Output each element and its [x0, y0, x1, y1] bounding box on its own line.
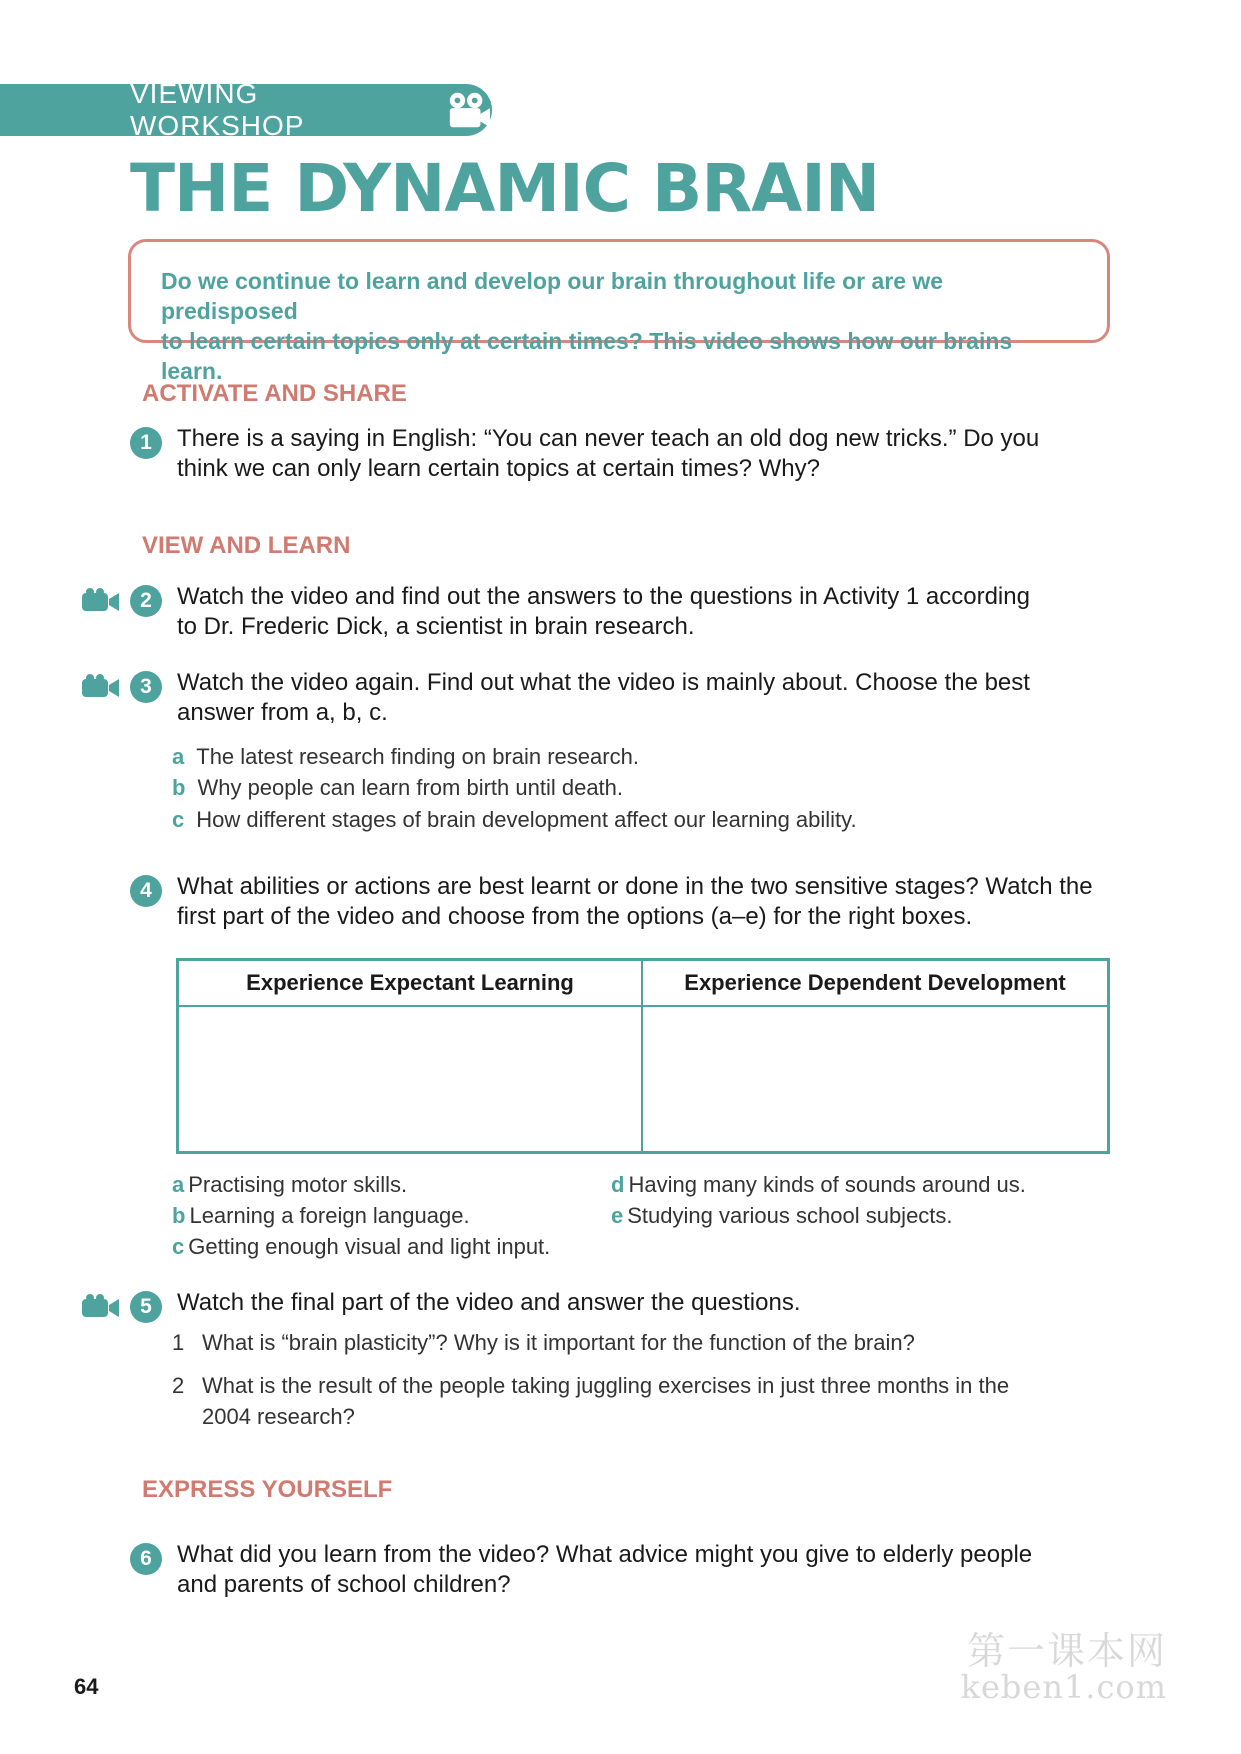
watermark-url: keben1.com: [960, 1668, 1167, 1706]
option-letter: c: [172, 807, 185, 832]
activity3-option-b: [172, 775, 623, 801]
activity-text-line: There is a saying in English: “You can never teach an old dog new tricks.” Do you: [177, 425, 1040, 452]
question-number: 1: [172, 1330, 185, 1355]
activity-text-line: first part of the video and choose from the options (a–e) for the right boxes.: [177, 903, 973, 930]
option-letter: a: [172, 744, 185, 769]
option-text: How different stages of brain development affect our learning ability.: [196, 807, 857, 832]
option-letter: c: [172, 1234, 185, 1259]
option-letter: b: [172, 775, 186, 800]
activity4-option-b: [172, 1203, 470, 1229]
activity-6: [130, 1540, 1110, 1600]
activity-text-line: answer from a, b, c.: [177, 699, 388, 726]
activity4-option-e: [611, 1203, 953, 1229]
activity5-question-2: [172, 1370, 1102, 1432]
intro-line-1: Do we continue to learn and develop our brain throughout life or are we predisposed: [161, 268, 944, 324]
option-text: Studying various school subjects.: [627, 1203, 953, 1228]
activity5-question-1: [172, 1327, 1102, 1358]
activity-text-line: What did you learn from the video? What advice might you give to elderly people: [177, 1541, 1033, 1568]
option-text: Why people can learn from birth until death.: [197, 775, 624, 800]
activity-number-badge: 4: [130, 875, 162, 907]
activity3-option-c: [172, 807, 857, 833]
option-text: Learning a foreign language.: [189, 1203, 470, 1228]
activity-number-badge: 2: [130, 585, 162, 617]
option-text: Getting enough visual and light input.: [188, 1234, 551, 1259]
option-text: The latest research finding on brain research.: [196, 744, 639, 769]
activity-text-line: What abilities or actions are best learnt or done in the two sensitive stages? Watch the: [177, 873, 1093, 900]
activity-text-line: Watch the final part of the video and answer the questions.: [177, 1289, 801, 1316]
intro-line-2: to learn certain topics only at certain times? This video shows how our brains learn.: [161, 328, 1013, 384]
activity-text-line: to Dr. Frederic Dick, a scientist in brain research.: [177, 613, 695, 640]
activity-number-badge: 3: [130, 671, 162, 703]
option-letter: e: [611, 1203, 624, 1228]
tab-label: VIEWING WORKSHOP: [130, 78, 305, 141]
activity4-option-c: [172, 1234, 550, 1260]
activity-1: [130, 424, 1110, 484]
question-text: What is the result of the people taking juggling exercises in just three months in the: [202, 1373, 1010, 1398]
activity-text-line: Watch the video again. Find out what the video is mainly about. Choose the best: [177, 669, 1030, 696]
option-text: Having many kinds of sounds around us.: [628, 1172, 1026, 1197]
page-title: THE DYNAMIC BRAIN: [130, 150, 880, 227]
table-header-dependent: Experience Dependent Development: [643, 961, 1107, 1007]
stages-table: [176, 958, 1110, 1154]
activity-number-badge: 1: [130, 427, 162, 459]
page-number: 64: [74, 1674, 99, 1699]
activity-number-badge: 5: [130, 1291, 162, 1323]
question-number: 2: [172, 1373, 185, 1398]
option-text: Practising motor skills.: [188, 1172, 408, 1197]
section-express-heading: EXPRESS YOURSELF: [142, 1476, 393, 1503]
section-tab: [0, 78, 492, 141]
table-header-expectant: Experience Expectant Learning: [179, 961, 643, 1007]
activity4-option-d: [611, 1172, 1026, 1198]
movie-camera-icon: [446, 90, 492, 130]
answer-box-expectant[interactable]: [179, 1007, 643, 1151]
activity-text-line: and parents of school children?: [177, 1571, 511, 1598]
activity-2: [130, 582, 1110, 642]
option-letter: b: [172, 1203, 186, 1228]
section-activate-heading: ACTIVATE AND SHARE: [142, 380, 407, 407]
activity-5: [130, 1288, 1110, 1318]
intro-box: [128, 239, 1110, 384]
activity-4: [130, 872, 1110, 932]
answer-box-dependent[interactable]: [643, 1007, 1107, 1151]
video-camera-icon: [82, 1293, 120, 1319]
activity-number-badge: 6: [130, 1543, 162, 1575]
option-letter: a: [172, 1172, 185, 1197]
video-camera-icon: [82, 587, 120, 613]
activity-3: [130, 668, 1110, 728]
activity-text-line: think we can only learn certain topics at certain times? Why?: [177, 455, 820, 482]
video-camera-icon: [82, 673, 120, 699]
activity-text-line: Watch the video and find out the answers to the questions in Activity 1 according: [177, 583, 1030, 610]
question-text: What is “brain plasticity”? Why is it important for the function of the brain?: [202, 1330, 915, 1355]
watermark-chinese: 第一课本网: [966, 1629, 1167, 1673]
section-view-heading: VIEW AND LEARN: [142, 532, 351, 559]
question-text: 2004 research?: [202, 1404, 355, 1429]
activity4-option-a: [172, 1172, 407, 1198]
activity3-option-a: [172, 744, 639, 770]
option-letter: d: [611, 1172, 625, 1197]
